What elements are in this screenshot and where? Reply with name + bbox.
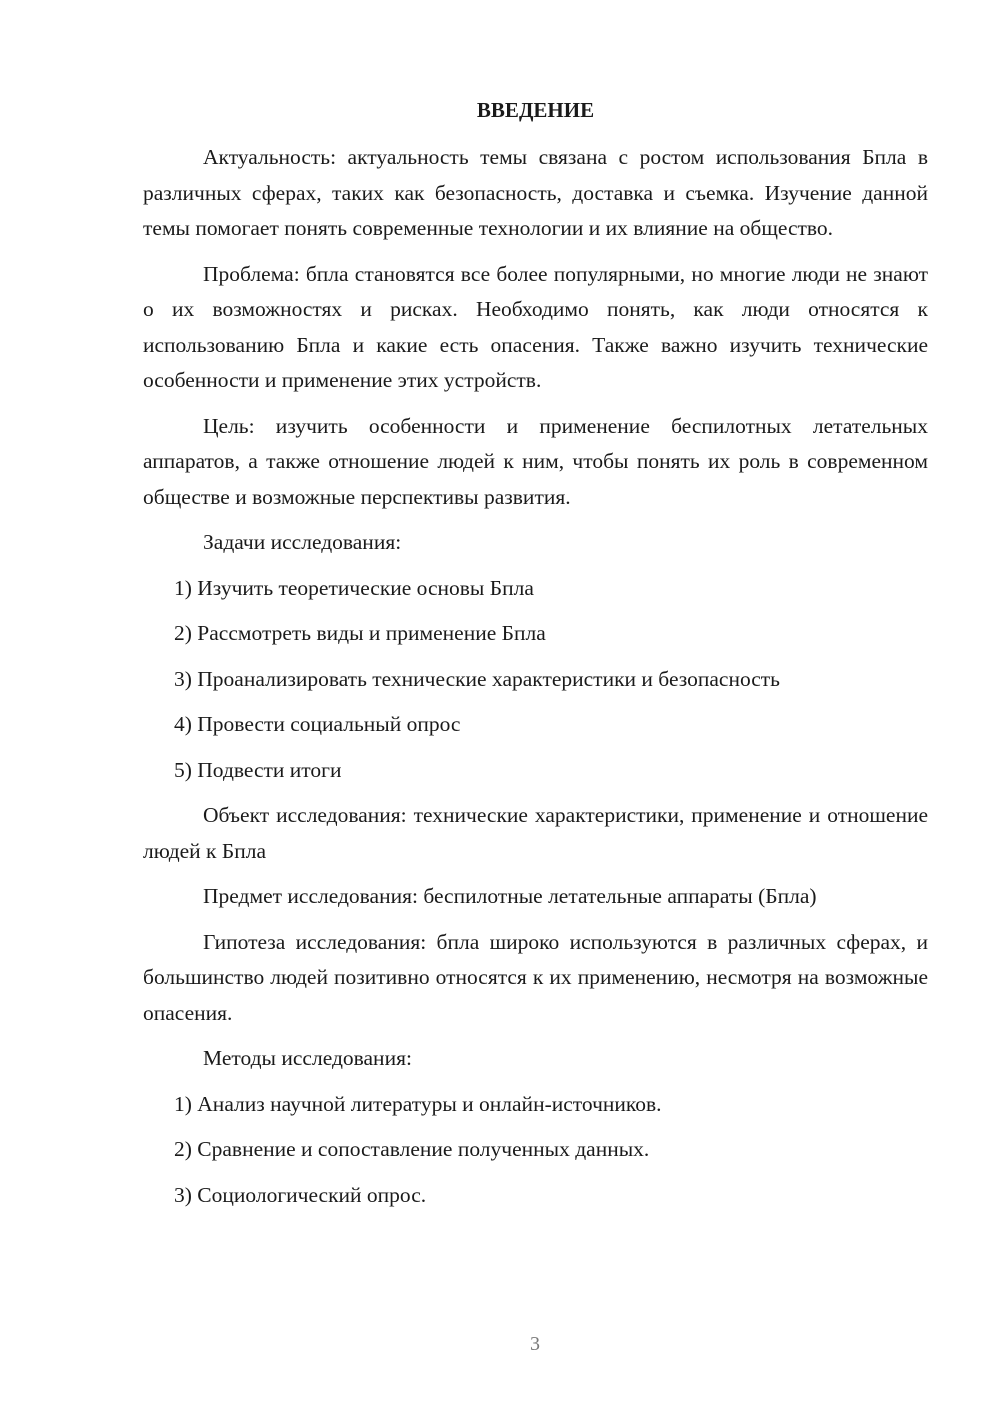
problem-paragraph: Проблема: бпла становятся все более популярными, но многие люди не знают о их возможностях и рисках. Необходимо понять, как люди относятся к использованию Бпла и какие есть опасения. Также важно изучить технические особенности и применение этих устройств. [143, 261, 928, 392]
tasks-heading: Задачи исследования: [203, 530, 402, 554]
document-page [143, 93, 928, 1223]
relevance-paragraph: Актуальность: актуальность темы связана с ростом использования Бпла в различных сферах, таких как безопасность, доставка и съемка. Изучение данной темы помогает понять современные технологии и их влияние на общество. [143, 145, 928, 240]
hypothesis-paragraph: Гипотеза исследования: бпла широко используются в различных сферах, и большинство людей позитивно относятся к их применению, несмотря на возможные опасения. [143, 929, 928, 1025]
subject-paragraph: Предмет исследования: беспилотные летательные аппараты (Бпла) [203, 884, 817, 908]
list-item: 4) Провести социальный опрос [174, 712, 461, 736]
list-item: 3) Проанализировать технические характеристики и безопасность [174, 666, 780, 691]
list-item: 1) Изучить теоретические основы Бпла [174, 575, 534, 600]
section-title: ВВЕДЕНИЕ [476, 98, 595, 122]
list-item: 5) Подвести итоги [174, 757, 342, 782]
tasks-list [143, 571, 928, 789]
methods-heading: Методы исследования: [203, 1046, 412, 1070]
goal-paragraph: Цель: изучить особенности и применение беспилотных летательных аппаратов, а также отношение людей к ним, чтобы понять их роль в современном обществе и возможные перспективы развития. [143, 413, 928, 509]
list-item: 2) Сравнение и сопоставление полученных данных. [174, 1137, 650, 1161]
object-paragraph: Объект исследования: технические характеристики, применение и отношение людей к Бпла [143, 803, 928, 863]
page-number: 3 [530, 1333, 540, 1355]
list-item: 1) Анализ научной литературы и онлайн-источников. [174, 1091, 662, 1116]
list-item: 3) Социологический опрос. [174, 1182, 427, 1207]
list-item: 2) Рассмотреть виды и применение Бпла [174, 621, 546, 645]
methods-list [143, 1087, 928, 1214]
